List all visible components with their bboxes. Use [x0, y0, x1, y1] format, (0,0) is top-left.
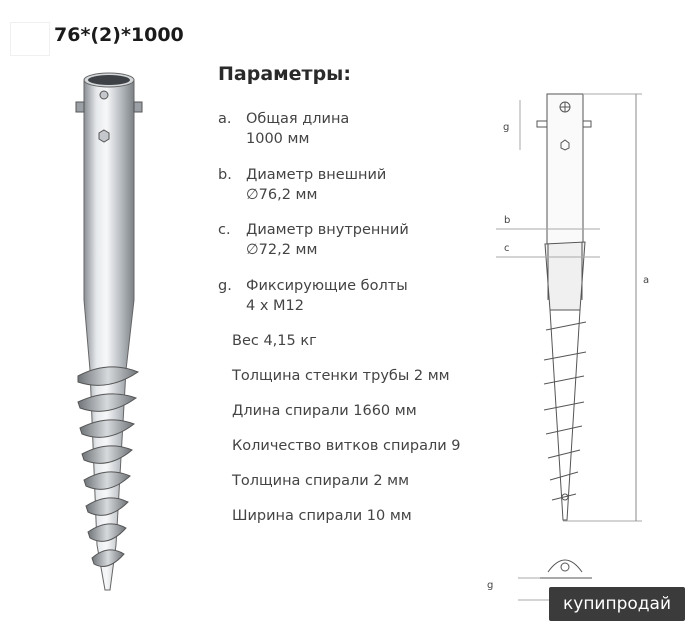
param-letter: g. [218, 278, 232, 294]
extra-spiral-length: Длина спирали 1660 мм [232, 403, 417, 419]
extra-spiral-width: Ширина спирали 10 мм [232, 508, 412, 524]
extra-wall-thickness: Толщина стенки трубы 2 мм [232, 368, 450, 384]
extra-weight: Вес 4,15 кг [232, 333, 317, 349]
param-value: 1000 мм [246, 131, 310, 147]
dim-label-g-bottom: g [487, 580, 494, 591]
param-inner-diameter [218, 220, 409, 260]
technical-drawing [496, 94, 642, 600]
param-label: Диаметр внешний [246, 167, 387, 183]
param-letter: c. [218, 222, 231, 238]
param-letter: b. [218, 167, 232, 183]
params-heading: Параметры: [218, 63, 351, 85]
dim-label-g-top: g [503, 122, 510, 133]
dim-label-c: c [504, 243, 510, 254]
param-label: Диаметр внутренний [246, 222, 409, 238]
param-value: 4 х М12 [246, 298, 304, 314]
watermark-logo: купипродай [549, 587, 685, 621]
param-label: Общая длина [246, 111, 350, 127]
param-letter: a. [218, 111, 232, 127]
param-label: Фиксирующие болты [246, 278, 408, 294]
param-value: ∅76,2 мм [246, 187, 318, 203]
dim-label-a: a [643, 275, 650, 286]
param-length [218, 109, 349, 149]
param-bolts [218, 276, 408, 316]
dim-label-b: b [504, 215, 511, 226]
extra-spiral-thickness: Толщина спирали 2 мм [232, 473, 410, 489]
param-outer-diameter [218, 165, 386, 205]
param-value: ∅72,2 мм [246, 242, 318, 258]
product-title: 76*(2)*1000 [54, 24, 184, 46]
extra-spiral-turns: Количество витков спирали 9 [232, 438, 461, 454]
